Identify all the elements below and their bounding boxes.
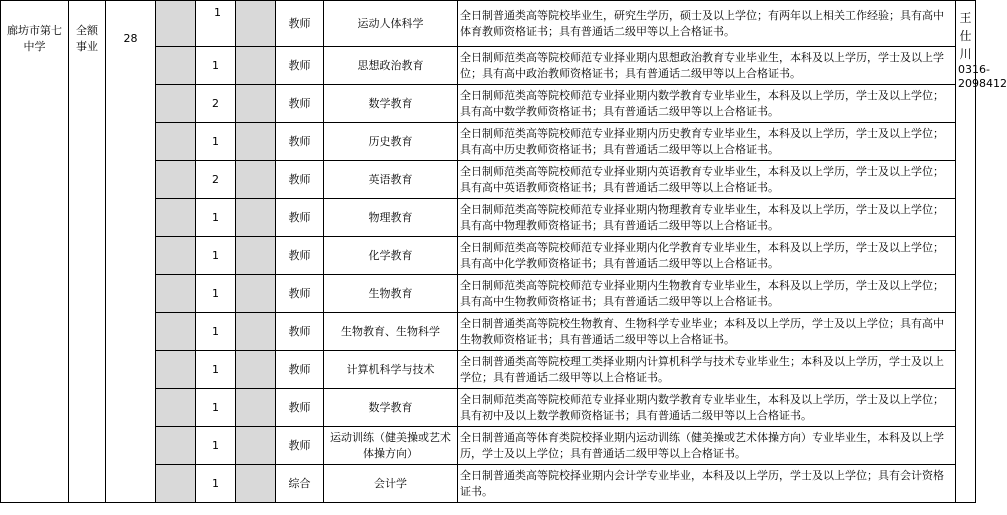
gray-column-cell <box>156 313 196 351</box>
post-type-cell: 教师 <box>276 313 324 351</box>
gray-column-cell <box>236 275 276 313</box>
position-count-cell: 2 <box>196 161 236 199</box>
gray-column-cell <box>236 237 276 275</box>
subject-cell: 化学教育 <box>324 237 458 275</box>
position-count-cell: 1 <box>196 199 236 237</box>
gray-column-cell <box>156 85 196 123</box>
gray-column-cell <box>236 389 276 427</box>
post-type-cell: 教师 <box>276 199 324 237</box>
gray-column-cell <box>156 389 196 427</box>
contact-name: 王仕川 <box>959 11 972 61</box>
post-type-cell: 教师 <box>276 123 324 161</box>
gray-column-cell <box>156 275 196 313</box>
gray-column-cell <box>156 427 196 465</box>
gray-column-cell <box>156 199 196 237</box>
contact-phone: 0316-2098412 <box>958 63 1007 90</box>
subject-cell: 会计学 <box>324 465 458 503</box>
requirement-cell: 全日制普通类高等院校理工类择业期内计算机科学与技术专业毕业生；本科及以上学历，学士及以上学位；具有普通话二级甲等以上合格证书。 <box>458 351 956 389</box>
gray-column-cell <box>156 1 196 47</box>
subject-cell: 物理教育 <box>324 199 458 237</box>
gray-column-cell <box>156 161 196 199</box>
school-name-cell: 廊坊市第七中学 <box>1 1 69 503</box>
gray-column-cell <box>236 199 276 237</box>
subject-cell: 英语教育 <box>324 161 458 199</box>
subject-cell: 数学教育 <box>324 85 458 123</box>
position-count-cell: 2 <box>196 85 236 123</box>
gray-column-cell <box>236 85 276 123</box>
subject-cell: 运动训练（健美操或艺术体操方向） <box>324 427 458 465</box>
post-type-cell: 教师 <box>276 1 324 47</box>
gray-column-cell <box>236 123 276 161</box>
position-count-cell: 1 <box>196 123 236 161</box>
gray-column-cell <box>236 47 276 85</box>
position-count-cell: 1 <box>196 275 236 313</box>
subject-cell: 思想政治教育 <box>324 47 458 85</box>
gray-column-cell <box>236 1 276 47</box>
post-type-cell: 教师 <box>276 427 324 465</box>
position-count-cell: 1 <box>196 427 236 465</box>
post-type-cell: 综合 <box>276 465 324 503</box>
requirement-cell: 全日制师范类高等院校师范专业择业期内数学教育专业毕业生，本科及以上学历，学士及以上学位；具有初中及以上数学教师资格证书；具有普通话二级甲等以上合格证书。 <box>458 389 956 427</box>
requirement-cell: 全日制师范类高等院校师范专业择业期内历史教育专业毕业生，本科及以上学历，学士及以上学位；具有高中历史教师资格证书；具有普通话二级甲等以上合格证书。 <box>458 123 956 161</box>
gray-column-cell <box>236 465 276 503</box>
position-count-cell: 1 <box>196 351 236 389</box>
requirement-cell: 全日制普通高等体育类院校择业期内运动训练（健美操或艺术体操方向）专业毕业生，本科及以上学历，学士及以上学位；具有普通话二级甲等以上合格证书。 <box>458 427 956 465</box>
post-type-cell: 教师 <box>276 389 324 427</box>
post-type-cell: 教师 <box>276 275 324 313</box>
post-type-cell: 教师 <box>276 85 324 123</box>
requirement-cell: 全日制普通类高等院校择业期内会计学专业毕业，本科及以上学历，学士及以上学位；具有会计资格证书。 <box>458 465 956 503</box>
requirement-cell: 全日制师范类高等院校师范专业择业期内物理教育专业毕业生，本科及以上学历，学士及以上学位；具有高中物理教师资格证书；具有普通话二级甲等以上合格证书。 <box>458 199 956 237</box>
requirement-cell: 全日制师范类高等院校师范专业择业期内英语教育专业毕业生，本科及以上学历，学士及以上学位；具有高中英语教师资格证书；具有普通话二级甲等以上合格证书。 <box>458 161 956 199</box>
contact-cell <box>956 1 1007 503</box>
requirement-cell: 全日制普通类高等院校生物教育、生物科学专业毕业；本科及以上学历，学士及以上学位；具有高中生物教师资格证书；具有普通话二级甲等以上合格证书。 <box>458 313 956 351</box>
subject-cell: 运动人体科学 <box>324 1 458 47</box>
post-type-cell: 教师 <box>276 237 324 275</box>
requirement-cell: 全日制师范类高等院校师范专业择业期内思想政治教育专业毕业生，本科及以上学历，学士及以上学位；具有高中政治教师资格证书；具有普通话二级甲等以上合格证书。 <box>458 47 956 85</box>
subject-cell: 历史教育 <box>324 123 458 161</box>
position-count-cell: 1 <box>196 1 236 47</box>
requirement-cell: 全日制普通类高等院校毕业生，研究生学历，硕士及以上学位；有两年以上相关工作经验；具有高中体育教师资格证书；具有普通话二级甲等以上合格证书。 <box>458 1 956 47</box>
total-positions-cell: 28 <box>106 1 156 503</box>
subject-cell: 计算机科学与技术 <box>324 351 458 389</box>
position-count-cell: 1 <box>196 389 236 427</box>
post-type-cell: 教师 <box>276 47 324 85</box>
gray-column-cell <box>236 161 276 199</box>
funding-type-cell: 全额事业 <box>69 1 106 503</box>
gray-column-cell <box>156 237 196 275</box>
requirement-cell: 全日制师范类高等院校师范专业择业期内数学教育专业毕业生，本科及以上学历，学士及以上学位；具有高中数学教师资格证书；具有普通话二级甲等以上合格证书。 <box>458 85 956 123</box>
gray-column-cell <box>156 351 196 389</box>
position-count-cell: 1 <box>196 237 236 275</box>
subject-cell: 生物教育、生物科学 <box>324 313 458 351</box>
requirement-cell: 全日制师范类高等院校师范专业择业期内生物教育专业毕业生，本科及以上学历，学士及以上学位；具有高中生物教师资格证书；具有普通话二级甲等以上合格证书。 <box>458 275 956 313</box>
gray-column-cell <box>156 47 196 85</box>
gray-column-cell <box>236 313 276 351</box>
subject-cell: 数学教育 <box>324 389 458 427</box>
position-count-cell: 1 <box>196 47 236 85</box>
gray-column-cell <box>236 351 276 389</box>
post-type-cell: 教师 <box>276 351 324 389</box>
requirement-cell: 全日制师范类高等院校师范专业择业期内化学教育专业毕业生，本科及以上学历，学士及以上学位；具有高中化学教师资格证书；具有普通话二级甲等以上合格证书。 <box>458 237 956 275</box>
position-count-cell: 1 <box>196 313 236 351</box>
gray-column-cell <box>156 465 196 503</box>
gray-column-cell <box>236 427 276 465</box>
gray-column-cell <box>156 123 196 161</box>
position-count-cell: 1 <box>196 465 236 503</box>
subject-cell: 生物教育 <box>324 275 458 313</box>
post-type-cell: 教师 <box>276 161 324 199</box>
table-row <box>1 1 976 47</box>
